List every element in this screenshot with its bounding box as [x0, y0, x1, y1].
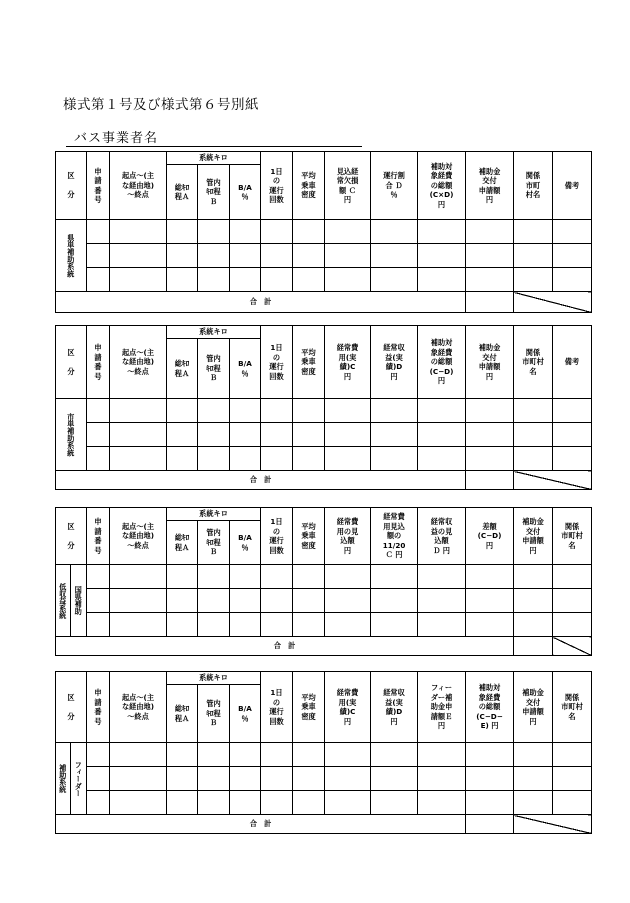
- cell[interactable]: [293, 589, 325, 613]
- header-ratio: B/A ％: [230, 685, 261, 743]
- total-label: 合 計: [56, 471, 466, 490]
- cell[interactable]: [110, 220, 167, 244]
- cell[interactable]: [293, 565, 325, 589]
- cell[interactable]: [261, 613, 293, 637]
- header-feeder-grant: フィー ダー補 助金申 請額Ｅ 円: [418, 672, 466, 743]
- cell[interactable]: [466, 791, 514, 815]
- cell[interactable]: [466, 565, 514, 589]
- cell[interactable]: [87, 268, 110, 292]
- header-avg-ridership: 平均 乗車 密度: [293, 326, 325, 399]
- cell[interactable]: [553, 791, 592, 815]
- cell[interactable]: [293, 244, 325, 268]
- header-division: 区 分: [56, 508, 87, 565]
- cell[interactable]: [553, 220, 592, 244]
- cell[interactable]: [198, 399, 230, 423]
- cell[interactable]: [418, 268, 466, 292]
- cell[interactable]: [466, 399, 514, 423]
- cell[interactable]: [514, 767, 553, 791]
- cell[interactable]: [110, 791, 167, 815]
- cell[interactable]: [371, 613, 418, 637]
- cell[interactable]: [230, 268, 261, 292]
- cell[interactable]: [418, 743, 466, 767]
- header-route: 起点～(主 な経由地) ～終点: [110, 672, 167, 743]
- header-route-km: 系統キロ: [167, 508, 261, 521]
- cell[interactable]: [110, 589, 167, 613]
- header-application-number: 申 請 番 号: [87, 152, 110, 220]
- cell[interactable]: [418, 589, 466, 613]
- cell[interactable]: [553, 613, 592, 637]
- cell[interactable]: [87, 613, 110, 637]
- header-ratio: B/A ％: [230, 165, 261, 220]
- cell[interactable]: [371, 399, 418, 423]
- cell[interactable]: [325, 613, 371, 637]
- cell[interactable]: [261, 791, 293, 815]
- header-route: 起点～(主 な経由地) ～終点: [110, 508, 167, 565]
- bus-operator-name-field[interactable]: バス事業者名: [66, 131, 362, 147]
- header-total-km: 総ｷﾛ 程Ａ: [167, 165, 198, 220]
- cell[interactable]: [514, 743, 553, 767]
- cell[interactable]: [167, 613, 198, 637]
- cell[interactable]: [87, 423, 110, 447]
- cell[interactable]: [325, 423, 371, 447]
- total-label: 合 計: [56, 815, 466, 834]
- cell[interactable]: [230, 589, 261, 613]
- header-avg-ridership: 平均 乗車 密度: [293, 508, 325, 565]
- header-municipality: 関係 市町村 名: [553, 672, 592, 743]
- cell[interactable]: [167, 268, 198, 292]
- cell[interactable]: [167, 399, 198, 423]
- header-daily-runs: 1日 の 運行 回数: [261, 326, 293, 399]
- cell[interactable]: [553, 743, 592, 767]
- cell[interactable]: [325, 791, 371, 815]
- header-route: 起点～(主 な経由地) ～終点: [110, 152, 167, 220]
- header-col-d: 経常収 益(実 績)D 円: [371, 326, 418, 399]
- header-subsidy-total: 補助対 象経費 の総額 (C−D− E) 円: [466, 672, 514, 743]
- cell[interactable]: [514, 268, 553, 292]
- cell[interactable]: [293, 613, 325, 637]
- cell[interactable]: [293, 268, 325, 292]
- header-total-km: 総ｷﾛ 程Ａ: [167, 521, 198, 565]
- total-cell[interactable]: [466, 292, 514, 313]
- cell[interactable]: [198, 423, 230, 447]
- cell[interactable]: [553, 589, 592, 613]
- cell[interactable]: [230, 743, 261, 767]
- cell[interactable]: [198, 565, 230, 589]
- header-division: 区 分: [56, 672, 87, 743]
- cell[interactable]: [261, 220, 293, 244]
- cell[interactable]: [293, 743, 325, 767]
- header-difference: 差額 (C−D) 円: [466, 508, 514, 565]
- cell[interactable]: [418, 447, 466, 471]
- cell[interactable]: [198, 589, 230, 613]
- cell[interactable]: [198, 613, 230, 637]
- cell[interactable]: [466, 589, 514, 613]
- header-route-km: 系統キロ: [167, 152, 261, 165]
- cell[interactable]: [167, 220, 198, 244]
- header-local-km: 管内 ｷﾛ程 Ｂ: [198, 521, 230, 565]
- cell[interactable]: [371, 589, 418, 613]
- category-label-low-revenue: 低収益系統: [56, 565, 71, 637]
- cell[interactable]: [110, 423, 167, 447]
- cell[interactable]: [371, 743, 418, 767]
- cell[interactable]: [418, 244, 466, 268]
- header-avg-ridership: 平均 乗車 密度: [293, 152, 325, 220]
- cell[interactable]: [230, 447, 261, 471]
- cell[interactable]: [167, 791, 198, 815]
- header-grant-amount: 補助金 交付 申請額 円: [466, 326, 514, 399]
- cell[interactable]: [325, 767, 371, 791]
- cell[interactable]: [110, 244, 167, 268]
- cell[interactable]: [230, 423, 261, 447]
- cell[interactable]: [198, 244, 230, 268]
- cell[interactable]: [553, 447, 592, 471]
- cell[interactable]: [87, 447, 110, 471]
- header-grant-amount: 補助金 交付 申請額 円: [466, 152, 514, 220]
- cell[interactable]: [230, 399, 261, 423]
- cell[interactable]: [261, 565, 293, 589]
- cell[interactable]: [553, 399, 592, 423]
- cell[interactable]: [514, 565, 553, 589]
- header-application-number: 申 請 番 号: [87, 672, 110, 743]
- cell[interactable]: [514, 399, 553, 423]
- cell[interactable]: [261, 447, 293, 471]
- cell[interactable]: [466, 447, 514, 471]
- header-application-number: 申 請 番 号: [87, 508, 110, 565]
- cell[interactable]: [110, 447, 167, 471]
- cell[interactable]: [261, 399, 293, 423]
- cell[interactable]: [553, 423, 592, 447]
- header-grant-amount: 補助金 交付 申請額 円: [514, 508, 553, 565]
- form-title: 様式第１号及び様式第６号別紙: [63, 97, 259, 113]
- cell[interactable]: [167, 589, 198, 613]
- cell[interactable]: [110, 268, 167, 292]
- cell[interactable]: [325, 399, 371, 423]
- category-label-feeder: フィーダー: [71, 743, 87, 815]
- cell[interactable]: [198, 791, 230, 815]
- cell[interactable]: [293, 220, 325, 244]
- cell[interactable]: [553, 244, 592, 268]
- cell[interactable]: [198, 220, 230, 244]
- low-revenue-table: [55, 507, 592, 656]
- cell[interactable]: [293, 423, 325, 447]
- cell[interactable]: [514, 220, 553, 244]
- header-route-km: 系統キロ: [167, 672, 261, 685]
- cell[interactable]: [261, 423, 293, 447]
- cell[interactable]: [167, 447, 198, 471]
- cell[interactable]: [466, 767, 514, 791]
- header-daily-runs: 1日 の 運行 回数: [261, 508, 293, 565]
- cell[interactable]: [466, 268, 514, 292]
- cell[interactable]: [418, 791, 466, 815]
- cell[interactable]: [466, 220, 514, 244]
- cell[interactable]: [198, 268, 230, 292]
- cell[interactable]: [418, 220, 466, 244]
- header-application-number: 申 請 番 号: [87, 326, 110, 399]
- header-remarks: 備考: [553, 326, 592, 399]
- cell[interactable]: [261, 589, 293, 613]
- city-subsidy-table: [55, 325, 592, 490]
- cell[interactable]: [110, 399, 167, 423]
- header-expense-estimate: 経常費 用の見 込額 円: [325, 508, 371, 565]
- header-route: 起点～(主 な経由地) ～終点: [110, 326, 167, 399]
- total-cell[interactable]: [514, 637, 553, 656]
- total-cell[interactable]: [466, 471, 514, 490]
- cell[interactable]: [167, 743, 198, 767]
- header-total-km: 総ｷﾛ 程Ａ: [167, 339, 198, 399]
- cell[interactable]: [87, 589, 110, 613]
- cell[interactable]: [325, 268, 371, 292]
- cell[interactable]: [230, 565, 261, 589]
- total-slash: [553, 637, 592, 656]
- header-municipality: 関係 市町 村名: [514, 152, 553, 220]
- cell[interactable]: [514, 589, 553, 613]
- cell[interactable]: [293, 767, 325, 791]
- cell[interactable]: [230, 791, 261, 815]
- header-col-d: 経常収 益(実 績)D 円: [371, 672, 418, 743]
- header-local-km: 管内 ｷﾛ程 Ｂ: [198, 339, 230, 399]
- cell[interactable]: [87, 244, 110, 268]
- cell[interactable]: [371, 447, 418, 471]
- total-slash: [514, 471, 592, 490]
- cell[interactable]: [371, 423, 418, 447]
- cell[interactable]: [167, 244, 198, 268]
- header-col-c: 経常費 用(実 績)C 円: [325, 672, 371, 743]
- cell[interactable]: [466, 613, 514, 637]
- cell[interactable]: [514, 244, 553, 268]
- cell[interactable]: [167, 423, 198, 447]
- cell[interactable]: [87, 767, 110, 791]
- cell[interactable]: [418, 767, 466, 791]
- cell[interactable]: [110, 767, 167, 791]
- cell[interactable]: [261, 767, 293, 791]
- category-label-national-prefecture: 国県補助: [71, 565, 87, 637]
- header-division: 区 分: [56, 152, 87, 220]
- cell[interactable]: [325, 220, 371, 244]
- cell[interactable]: [230, 244, 261, 268]
- header-municipality: 関係 市町村 名: [514, 326, 553, 399]
- total-slash: [514, 292, 592, 313]
- cell[interactable]: [293, 791, 325, 815]
- cell[interactable]: [198, 767, 230, 791]
- header-ratio: B/A ％: [230, 521, 261, 565]
- header-col-c: 見込経 常欠損 額 Ｃ 円: [325, 152, 371, 220]
- header-col-c: 経常費 用(実 績)C 円: [325, 326, 371, 399]
- cell[interactable]: [87, 565, 110, 589]
- header-route-km: 系統キロ: [167, 326, 261, 339]
- cell[interactable]: [87, 791, 110, 815]
- feeder-subsidy-table: [55, 671, 592, 834]
- cell[interactable]: [230, 220, 261, 244]
- cell[interactable]: [371, 565, 418, 589]
- cell[interactable]: [110, 613, 167, 637]
- cell[interactable]: [261, 743, 293, 767]
- cell[interactable]: [371, 268, 418, 292]
- total-slash: [514, 815, 592, 834]
- header-local-km: 管内 ｷﾛ程 Ｂ: [198, 165, 230, 220]
- cell[interactable]: [466, 423, 514, 447]
- cell[interactable]: [514, 423, 553, 447]
- total-label: 合 計: [56, 292, 466, 313]
- cell[interactable]: [514, 613, 553, 637]
- cell[interactable]: [418, 423, 466, 447]
- category-label: 市単補助系統: [56, 399, 87, 471]
- cell[interactable]: [466, 743, 514, 767]
- cell[interactable]: [261, 268, 293, 292]
- cell[interactable]: [230, 613, 261, 637]
- header-total-km: 総ｷﾛ 程Ａ: [167, 685, 198, 743]
- cell[interactable]: [371, 220, 418, 244]
- cell[interactable]: [230, 767, 261, 791]
- cell[interactable]: [553, 767, 592, 791]
- header-subsidy-total: 補助対 象経費 の総額 (C×D) 円: [418, 152, 466, 220]
- cell[interactable]: [466, 244, 514, 268]
- header-municipality: 関係 市町村 名: [553, 508, 592, 565]
- cell[interactable]: [325, 743, 371, 767]
- header-subsidy-total: 補助対 象経費 の総額 (C−D) 円: [418, 326, 466, 399]
- cell[interactable]: [418, 399, 466, 423]
- cell[interactable]: [514, 791, 553, 815]
- header-local-km: 管内 ｷﾛ程 Ｂ: [198, 685, 230, 743]
- cell[interactable]: [371, 791, 418, 815]
- prefecture-subsidy-table: [55, 151, 592, 313]
- cell[interactable]: [198, 743, 230, 767]
- cell[interactable]: [514, 447, 553, 471]
- category-label-subsidy: 補助系統: [56, 743, 71, 815]
- cell[interactable]: [325, 589, 371, 613]
- cell[interactable]: [325, 244, 371, 268]
- cell[interactable]: [110, 743, 167, 767]
- total-label: 合 計: [56, 637, 514, 656]
- header-remarks: 備考: [553, 152, 592, 220]
- cell[interactable]: [261, 244, 293, 268]
- cell[interactable]: [418, 565, 466, 589]
- header-grant-amount: 補助金 交付 申請額 円: [514, 672, 553, 743]
- cell[interactable]: [87, 220, 110, 244]
- header-daily-runs: 1日 の 運行 回数: [261, 672, 293, 743]
- header-revenue-estimate: 経常収 益の見 込額 Ｄ 円: [418, 508, 466, 565]
- header-ratio: B/A ％: [230, 339, 261, 399]
- header-col-d: 運行割 合 Ｄ ％: [371, 152, 418, 220]
- cell[interactable]: [553, 268, 592, 292]
- category-label: 県単補助系統: [56, 220, 87, 292]
- cell[interactable]: [167, 767, 198, 791]
- cell[interactable]: [371, 244, 418, 268]
- cell[interactable]: [87, 743, 110, 767]
- cell[interactable]: [325, 565, 371, 589]
- cell[interactable]: [167, 565, 198, 589]
- cell[interactable]: [293, 399, 325, 423]
- cell[interactable]: [553, 565, 592, 589]
- header-expense-11-20: 経常費 用見込 額の 11/20 Ｃ 円: [371, 508, 418, 565]
- header-division: 区 分: [56, 326, 87, 399]
- header-daily-runs: 1日 の 運行 回数: [261, 152, 293, 220]
- cell[interactable]: [110, 565, 167, 589]
- total-cell[interactable]: [466, 815, 514, 834]
- cell[interactable]: [293, 447, 325, 471]
- cell[interactable]: [198, 447, 230, 471]
- header-avg-ridership: 平均 乗車 密度: [293, 672, 325, 743]
- cell[interactable]: [371, 767, 418, 791]
- cell[interactable]: [325, 447, 371, 471]
- cell[interactable]: [418, 613, 466, 637]
- cell[interactable]: [87, 399, 110, 423]
